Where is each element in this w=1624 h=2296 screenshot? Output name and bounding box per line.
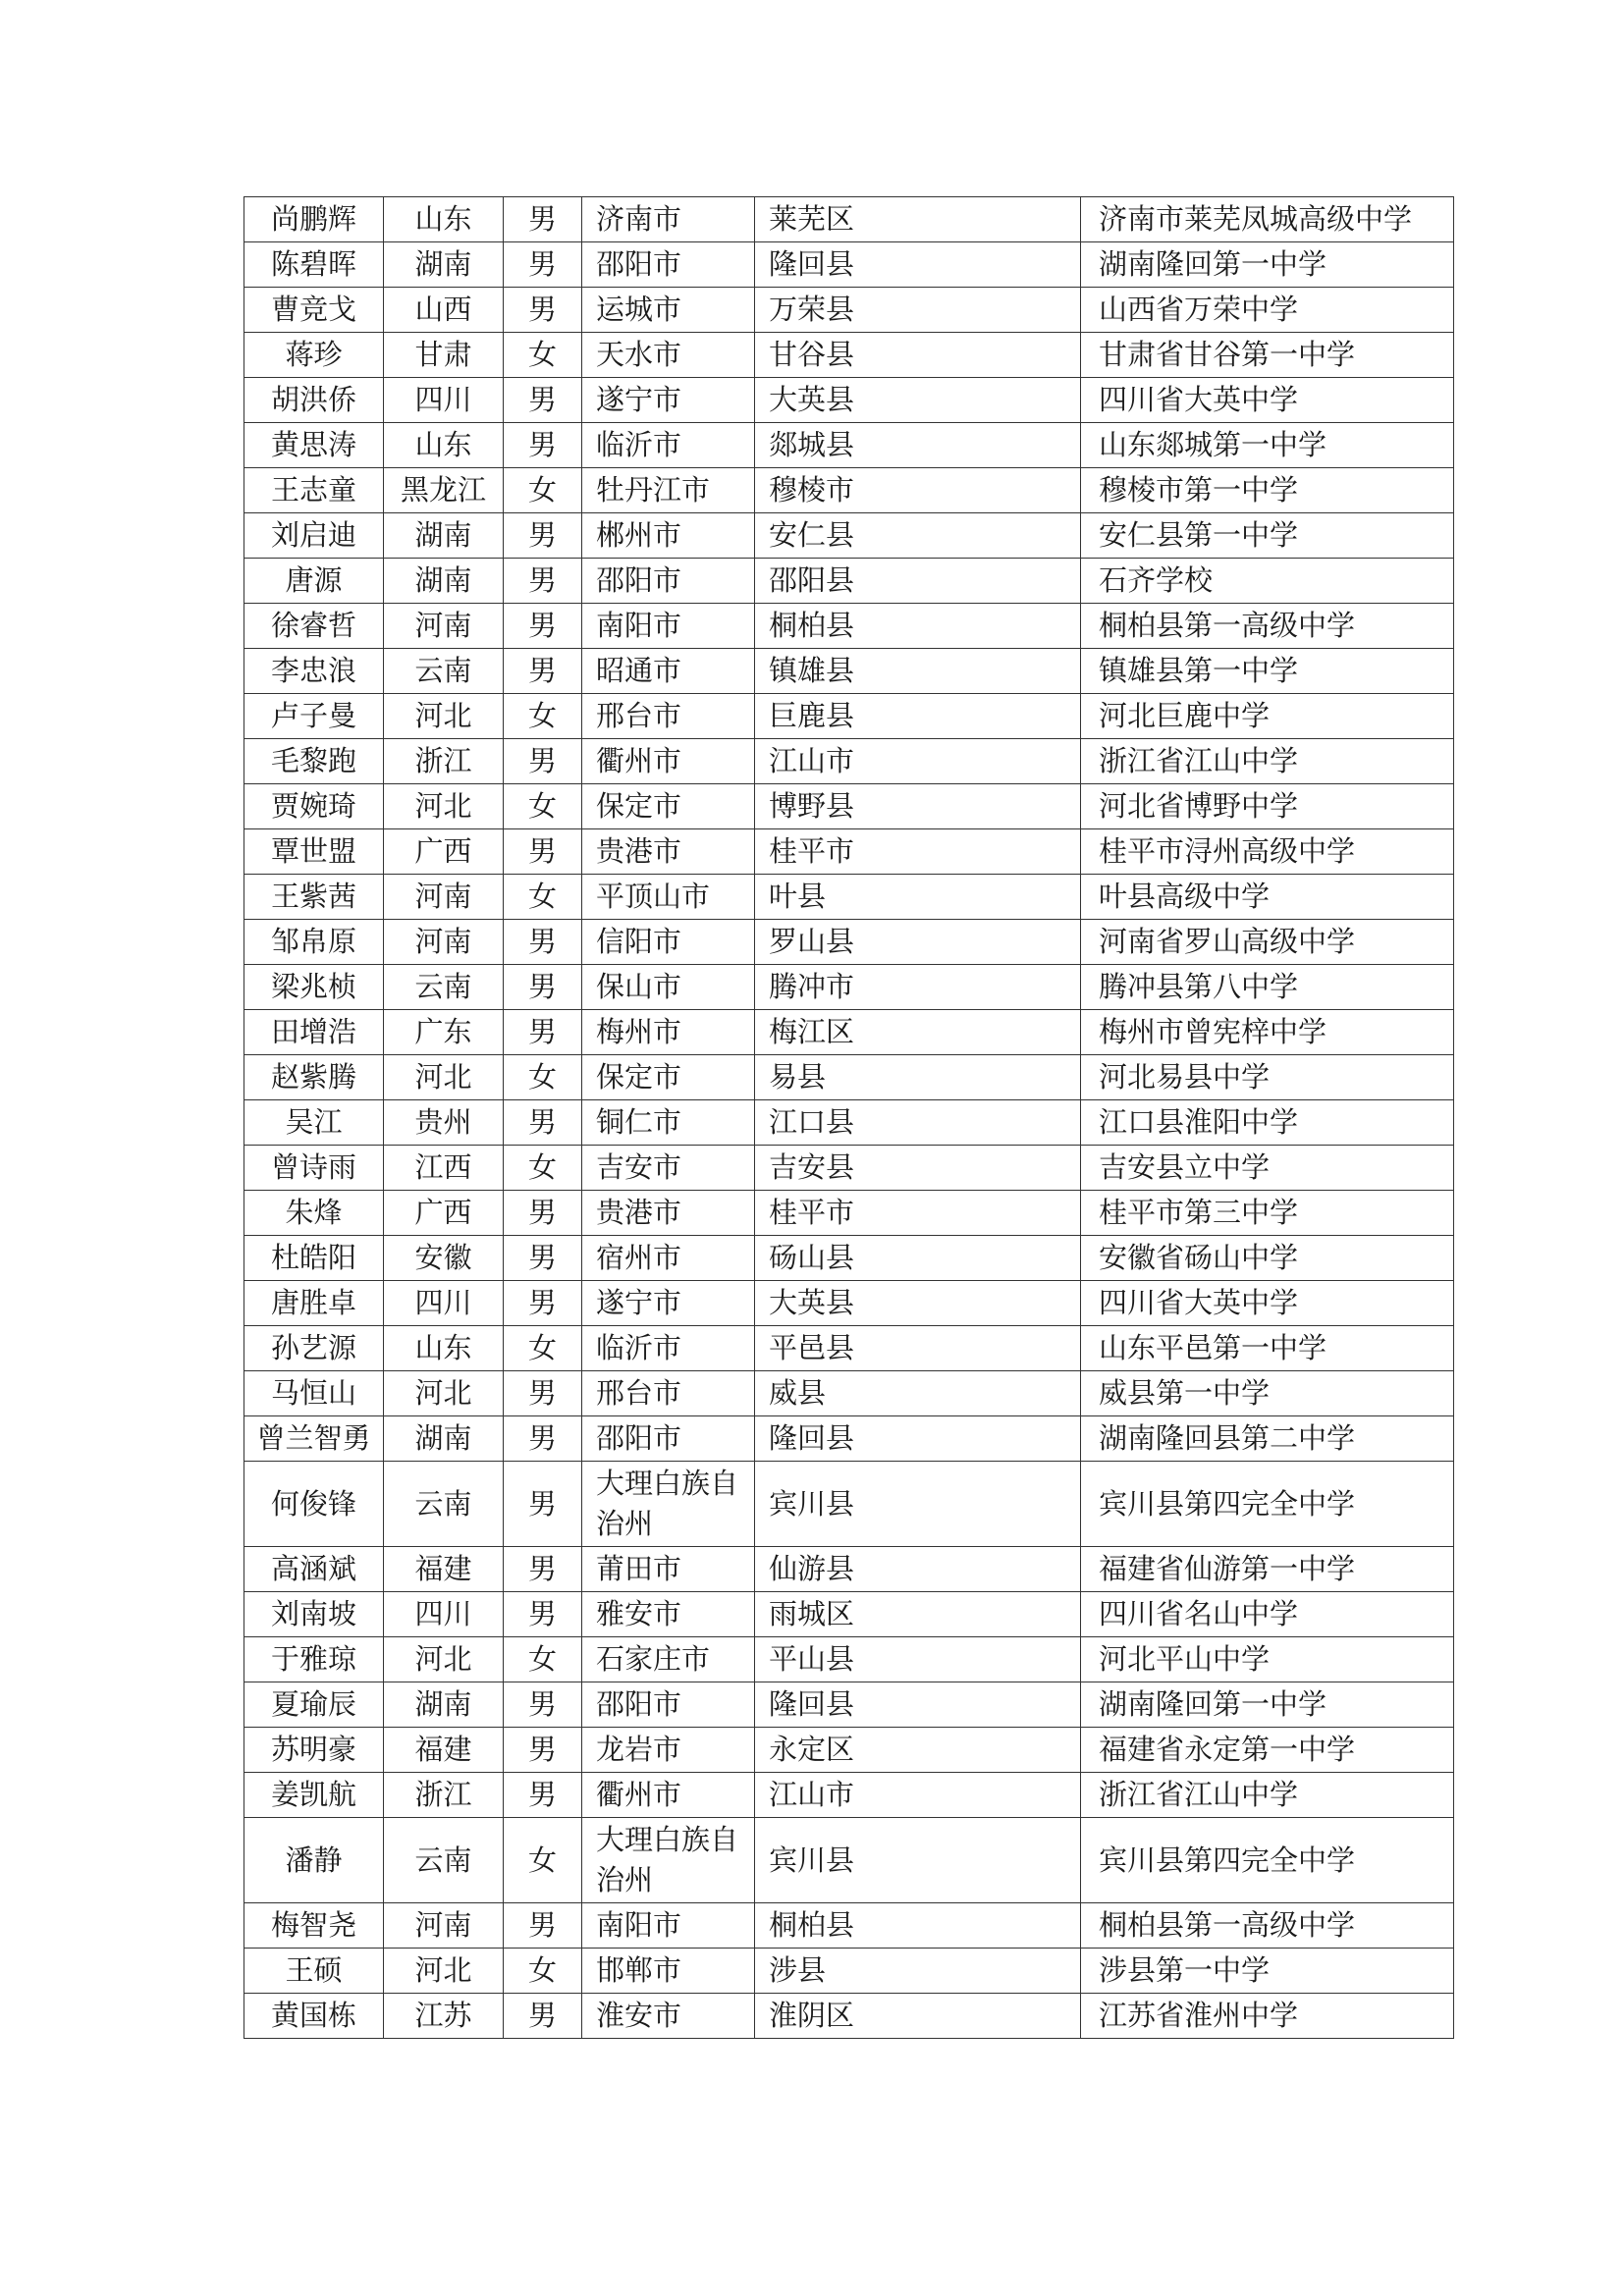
cell-province: 河北 <box>384 1055 504 1100</box>
cell-name: 姜凯航 <box>244 1773 384 1818</box>
cell-gender: 女 <box>504 1326 582 1371</box>
cell-city: 大理白族自治州 <box>582 1818 755 1903</box>
cell-district: 吉安县 <box>755 1146 1081 1191</box>
cell-city: 平顶山市 <box>582 875 755 920</box>
cell-city: 淮安市 <box>582 1994 755 2039</box>
cell-gender: 女 <box>504 694 582 739</box>
cell-school: 浙江省江山中学 <box>1081 1773 1454 1818</box>
cell-city: 南阳市 <box>582 604 755 649</box>
cell-province: 河北 <box>384 1949 504 1994</box>
cell-name: 王紫茜 <box>244 875 384 920</box>
cell-province: 云南 <box>384 1818 504 1903</box>
cell-city: 临沂市 <box>582 1326 755 1371</box>
cell-name: 苏明豪 <box>244 1728 384 1773</box>
cell-gender: 女 <box>504 784 582 829</box>
cell-province: 江西 <box>384 1146 504 1191</box>
cell-name: 曹竞戈 <box>244 288 384 333</box>
cell-district: 莱芜区 <box>755 197 1081 242</box>
cell-gender: 男 <box>504 1371 582 1416</box>
table-row <box>244 1371 1454 1416</box>
table-row <box>244 1100 1454 1146</box>
cell-district: 隆回县 <box>755 1416 1081 1462</box>
cell-province: 河北 <box>384 1637 504 1682</box>
cell-name: 邹帛原 <box>244 920 384 965</box>
cell-province: 四川 <box>384 378 504 423</box>
cell-district: 宾川县 <box>755 1462 1081 1547</box>
cell-gender: 男 <box>504 1010 582 1055</box>
cell-province: 湖南 <box>384 1416 504 1462</box>
cell-gender: 男 <box>504 1903 582 1949</box>
cell-province: 广东 <box>384 1010 504 1055</box>
cell-city: 铜仁市 <box>582 1100 755 1146</box>
cell-city: 雅安市 <box>582 1592 755 1637</box>
cell-district: 桂平市 <box>755 829 1081 875</box>
cell-district: 桐柏县 <box>755 1903 1081 1949</box>
cell-gender: 男 <box>504 739 582 784</box>
cell-province: 广西 <box>384 1191 504 1236</box>
cell-school: 安徽省砀山中学 <box>1081 1236 1454 1281</box>
table-row <box>244 965 1454 1010</box>
cell-province: 云南 <box>384 965 504 1010</box>
cell-gender: 女 <box>504 1818 582 1903</box>
cell-province: 广西 <box>384 829 504 875</box>
cell-province: 山东 <box>384 197 504 242</box>
cell-gender: 男 <box>504 513 582 559</box>
cell-school: 福建省永定第一中学 <box>1081 1728 1454 1773</box>
table-row <box>244 1416 1454 1462</box>
cell-city: 济南市 <box>582 197 755 242</box>
cell-name: 李忠浪 <box>244 649 384 694</box>
cell-city: 昭通市 <box>582 649 755 694</box>
cell-gender: 男 <box>504 649 582 694</box>
cell-city: 大理白族自治州 <box>582 1462 755 1547</box>
cell-city: 运城市 <box>582 288 755 333</box>
cell-school: 湖南隆回第一中学 <box>1081 1682 1454 1728</box>
cell-province: 四川 <box>384 1592 504 1637</box>
cell-name: 梅智尧 <box>244 1903 384 1949</box>
cell-province: 湖南 <box>384 513 504 559</box>
cell-school: 桂平市浔州高级中学 <box>1081 829 1454 875</box>
table-row <box>244 1818 1454 1903</box>
cell-name: 王志童 <box>244 468 384 513</box>
cell-school: 山东郯城第一中学 <box>1081 423 1454 468</box>
cell-district: 砀山县 <box>755 1236 1081 1281</box>
cell-district: 雨城区 <box>755 1592 1081 1637</box>
cell-school: 镇雄县第一中学 <box>1081 649 1454 694</box>
cell-school: 安仁县第一中学 <box>1081 513 1454 559</box>
cell-name: 梁兆桢 <box>244 965 384 1010</box>
cell-gender: 男 <box>504 1236 582 1281</box>
cell-city: 邢台市 <box>582 1371 755 1416</box>
cell-gender: 女 <box>504 333 582 378</box>
cell-gender: 男 <box>504 604 582 649</box>
cell-city: 保定市 <box>582 1055 755 1100</box>
cell-school: 梅州市曾宪梓中学 <box>1081 1010 1454 1055</box>
cell-province: 山东 <box>384 423 504 468</box>
cell-city: 贵港市 <box>582 829 755 875</box>
cell-gender: 男 <box>504 1462 582 1547</box>
cell-province: 甘肃 <box>384 333 504 378</box>
cell-district: 博野县 <box>755 784 1081 829</box>
cell-gender: 男 <box>504 1682 582 1728</box>
cell-province: 河北 <box>384 1371 504 1416</box>
table-row <box>244 423 1454 468</box>
cell-district: 桐柏县 <box>755 604 1081 649</box>
cell-gender: 男 <box>504 1100 582 1146</box>
table-row <box>244 694 1454 739</box>
table-row <box>244 1191 1454 1236</box>
cell-school: 桐柏县第一高级中学 <box>1081 604 1454 649</box>
cell-city: 石家庄市 <box>582 1637 755 1682</box>
cell-city: 衢州市 <box>582 1773 755 1818</box>
cell-school: 河南省罗山高级中学 <box>1081 920 1454 965</box>
table-row <box>244 1637 1454 1682</box>
cell-gender: 男 <box>504 1191 582 1236</box>
cell-province: 浙江 <box>384 1773 504 1818</box>
cell-name: 毛黎跑 <box>244 739 384 784</box>
cell-gender: 男 <box>504 559 582 604</box>
cell-district: 郯城县 <box>755 423 1081 468</box>
cell-gender: 男 <box>504 1547 582 1592</box>
table-row <box>244 1903 1454 1949</box>
table-row <box>244 288 1454 333</box>
table-row <box>244 1773 1454 1818</box>
cell-district: 淮阴区 <box>755 1994 1081 2039</box>
table-row <box>244 1326 1454 1371</box>
cell-city: 天水市 <box>582 333 755 378</box>
table-row <box>244 920 1454 965</box>
table-row <box>244 242 1454 288</box>
table-row <box>244 1949 1454 1994</box>
cell-name: 胡洪侨 <box>244 378 384 423</box>
cell-province: 河南 <box>384 604 504 649</box>
table-row <box>244 1994 1454 2039</box>
cell-province: 浙江 <box>384 739 504 784</box>
cell-gender: 男 <box>504 1592 582 1637</box>
cell-school: 桂平市第三中学 <box>1081 1191 1454 1236</box>
cell-gender: 男 <box>504 920 582 965</box>
cell-gender: 女 <box>504 468 582 513</box>
cell-school: 河北平山中学 <box>1081 1637 1454 1682</box>
cell-city: 莆田市 <box>582 1547 755 1592</box>
cell-province: 黑龙江 <box>384 468 504 513</box>
cell-city: 邵阳市 <box>582 1682 755 1728</box>
cell-gender: 男 <box>504 288 582 333</box>
cell-name: 曾诗雨 <box>244 1146 384 1191</box>
table-row <box>244 559 1454 604</box>
cell-school: 四川省大英中学 <box>1081 1281 1454 1326</box>
cell-province: 江苏 <box>384 1994 504 2039</box>
cell-province: 河南 <box>384 875 504 920</box>
cell-city: 郴州市 <box>582 513 755 559</box>
cell-city: 龙岩市 <box>582 1728 755 1773</box>
cell-name: 吴江 <box>244 1100 384 1146</box>
table-row <box>244 1728 1454 1773</box>
table-row <box>244 604 1454 649</box>
cell-district: 江口县 <box>755 1100 1081 1146</box>
cell-province: 湖南 <box>384 242 504 288</box>
cell-district: 镇雄县 <box>755 649 1081 694</box>
cell-gender: 女 <box>504 1637 582 1682</box>
cell-gender: 男 <box>504 1994 582 2039</box>
cell-city: 邵阳市 <box>582 559 755 604</box>
cell-district: 叶县 <box>755 875 1081 920</box>
cell-school: 河北巨鹿中学 <box>1081 694 1454 739</box>
cell-school: 石齐学校 <box>1081 559 1454 604</box>
cell-school: 湖南隆回县第二中学 <box>1081 1416 1454 1462</box>
cell-school: 江苏省淮州中学 <box>1081 1994 1454 2039</box>
cell-gender: 男 <box>504 423 582 468</box>
cell-name: 唐胜卓 <box>244 1281 384 1326</box>
cell-school: 江口县淮阳中学 <box>1081 1100 1454 1146</box>
cell-province: 云南 <box>384 649 504 694</box>
cell-name: 刘南坡 <box>244 1592 384 1637</box>
cell-province: 贵州 <box>384 1100 504 1146</box>
cell-name: 王硕 <box>244 1949 384 1994</box>
cell-gender: 男 <box>504 965 582 1010</box>
cell-district: 江山市 <box>755 1773 1081 1818</box>
cell-name: 马恒山 <box>244 1371 384 1416</box>
cell-gender: 男 <box>504 829 582 875</box>
cell-city: 南阳市 <box>582 1903 755 1949</box>
cell-district: 桂平市 <box>755 1191 1081 1236</box>
cell-gender: 男 <box>504 1416 582 1462</box>
table-row <box>244 1547 1454 1592</box>
cell-name: 黄国栋 <box>244 1994 384 2039</box>
table-row <box>244 1592 1454 1637</box>
cell-name: 于雅琼 <box>244 1637 384 1682</box>
table-row <box>244 333 1454 378</box>
cell-district: 江山市 <box>755 739 1081 784</box>
table-row <box>244 1462 1454 1547</box>
cell-province: 河南 <box>384 920 504 965</box>
cell-district: 巨鹿县 <box>755 694 1081 739</box>
table-row <box>244 197 1454 242</box>
cell-school: 四川省名山中学 <box>1081 1592 1454 1637</box>
cell-city: 梅州市 <box>582 1010 755 1055</box>
cell-city: 牡丹江市 <box>582 468 755 513</box>
cell-province: 河北 <box>384 694 504 739</box>
table-row <box>244 378 1454 423</box>
table-row <box>244 468 1454 513</box>
cell-city: 临沂市 <box>582 423 755 468</box>
cell-province: 河南 <box>384 1903 504 1949</box>
cell-school: 桐柏县第一高级中学 <box>1081 1903 1454 1949</box>
cell-name: 覃世盟 <box>244 829 384 875</box>
table-row <box>244 1010 1454 1055</box>
cell-district: 甘谷县 <box>755 333 1081 378</box>
cell-city: 宿州市 <box>582 1236 755 1281</box>
cell-gender: 女 <box>504 1949 582 1994</box>
cell-city: 保定市 <box>582 784 755 829</box>
cell-name: 陈碧晖 <box>244 242 384 288</box>
cell-school: 湖南隆回第一中学 <box>1081 242 1454 288</box>
table-row <box>244 829 1454 875</box>
cell-name: 夏瑜辰 <box>244 1682 384 1728</box>
cell-name: 贾婉琦 <box>244 784 384 829</box>
cell-gender: 男 <box>504 197 582 242</box>
student-table-sheet <box>244 196 1453 2039</box>
cell-school: 四川省大英中学 <box>1081 378 1454 423</box>
cell-city: 吉安市 <box>582 1146 755 1191</box>
cell-district: 仙游县 <box>755 1547 1081 1592</box>
cell-province: 安徽 <box>384 1236 504 1281</box>
table-row <box>244 875 1454 920</box>
cell-city: 邵阳市 <box>582 1416 755 1462</box>
table-row <box>244 513 1454 559</box>
cell-district: 邵阳县 <box>755 559 1081 604</box>
cell-gender: 男 <box>504 1773 582 1818</box>
cell-city: 遂宁市 <box>582 1281 755 1326</box>
cell-school: 福建省仙游第一中学 <box>1081 1547 1454 1592</box>
cell-district: 隆回县 <box>755 1682 1081 1728</box>
cell-name: 杜皓阳 <box>244 1236 384 1281</box>
cell-name: 田增浩 <box>244 1010 384 1055</box>
cell-district: 安仁县 <box>755 513 1081 559</box>
cell-school: 浙江省江山中学 <box>1081 739 1454 784</box>
cell-school: 威县第一中学 <box>1081 1371 1454 1416</box>
cell-city: 邢台市 <box>582 694 755 739</box>
table-row <box>244 1236 1454 1281</box>
cell-city: 保山市 <box>582 965 755 1010</box>
cell-district: 威县 <box>755 1371 1081 1416</box>
cell-name: 尚鹏辉 <box>244 197 384 242</box>
cell-gender: 男 <box>504 242 582 288</box>
cell-province: 福建 <box>384 1728 504 1773</box>
cell-name: 何俊锋 <box>244 1462 384 1547</box>
cell-district: 大英县 <box>755 1281 1081 1326</box>
cell-school: 山东平邑第一中学 <box>1081 1326 1454 1371</box>
cell-city: 邵阳市 <box>582 242 755 288</box>
cell-district: 穆棱市 <box>755 468 1081 513</box>
cell-district: 易县 <box>755 1055 1081 1100</box>
cell-gender: 男 <box>504 378 582 423</box>
cell-gender: 女 <box>504 1146 582 1191</box>
cell-city: 遂宁市 <box>582 378 755 423</box>
cell-school: 涉县第一中学 <box>1081 1949 1454 1994</box>
cell-district: 梅江区 <box>755 1010 1081 1055</box>
student-table-body <box>244 197 1454 2039</box>
cell-province: 福建 <box>384 1547 504 1592</box>
table-row <box>244 784 1454 829</box>
table-row <box>244 649 1454 694</box>
cell-name: 孙艺源 <box>244 1326 384 1371</box>
cell-school: 河北易县中学 <box>1081 1055 1454 1100</box>
cell-school: 叶县高级中学 <box>1081 875 1454 920</box>
cell-district: 永定区 <box>755 1728 1081 1773</box>
cell-district: 腾冲市 <box>755 965 1081 1010</box>
cell-school: 腾冲县第八中学 <box>1081 965 1454 1010</box>
student-table <box>244 196 1454 2039</box>
cell-district: 平邑县 <box>755 1326 1081 1371</box>
cell-province: 山西 <box>384 288 504 333</box>
cell-district: 万荣县 <box>755 288 1081 333</box>
cell-name: 卢子曼 <box>244 694 384 739</box>
cell-name: 徐睿哲 <box>244 604 384 649</box>
cell-school: 穆棱市第一中学 <box>1081 468 1454 513</box>
cell-name: 唐源 <box>244 559 384 604</box>
table-row <box>244 1146 1454 1191</box>
cell-city: 邯郸市 <box>582 1949 755 1994</box>
cell-name: 朱烽 <box>244 1191 384 1236</box>
cell-name: 刘启迪 <box>244 513 384 559</box>
cell-district: 隆回县 <box>755 242 1081 288</box>
cell-city: 贵港市 <box>582 1191 755 1236</box>
cell-school: 甘肃省甘谷第一中学 <box>1081 333 1454 378</box>
cell-school: 山西省万荣中学 <box>1081 288 1454 333</box>
cell-province: 云南 <box>384 1462 504 1547</box>
cell-school: 河北省博野中学 <box>1081 784 1454 829</box>
cell-district: 罗山县 <box>755 920 1081 965</box>
cell-school: 宾川县第四完全中学 <box>1081 1462 1454 1547</box>
cell-school: 宾川县第四完全中学 <box>1081 1818 1454 1903</box>
cell-gender: 女 <box>504 1055 582 1100</box>
cell-province: 四川 <box>384 1281 504 1326</box>
cell-name: 高涵斌 <box>244 1547 384 1592</box>
cell-district: 大英县 <box>755 378 1081 423</box>
cell-school: 济南市莱芜凤城高级中学 <box>1081 197 1454 242</box>
table-row <box>244 739 1454 784</box>
cell-gender: 女 <box>504 875 582 920</box>
cell-school: 吉安县立中学 <box>1081 1146 1454 1191</box>
cell-district: 平山县 <box>755 1637 1081 1682</box>
cell-gender: 男 <box>504 1728 582 1773</box>
cell-district: 宾川县 <box>755 1818 1081 1903</box>
cell-name: 曾兰智勇 <box>244 1416 384 1462</box>
cell-district: 涉县 <box>755 1949 1081 1994</box>
cell-province: 山东 <box>384 1326 504 1371</box>
cell-province: 河北 <box>384 784 504 829</box>
cell-gender: 男 <box>504 1281 582 1326</box>
table-row <box>244 1055 1454 1100</box>
table-row <box>244 1682 1454 1728</box>
cell-name: 蒋珍 <box>244 333 384 378</box>
cell-name: 黄思涛 <box>244 423 384 468</box>
cell-city: 衢州市 <box>582 739 755 784</box>
cell-name: 赵紫腾 <box>244 1055 384 1100</box>
cell-city: 信阳市 <box>582 920 755 965</box>
cell-name: 潘静 <box>244 1818 384 1903</box>
cell-province: 湖南 <box>384 559 504 604</box>
cell-province: 湖南 <box>384 1682 504 1728</box>
table-row <box>244 1281 1454 1326</box>
